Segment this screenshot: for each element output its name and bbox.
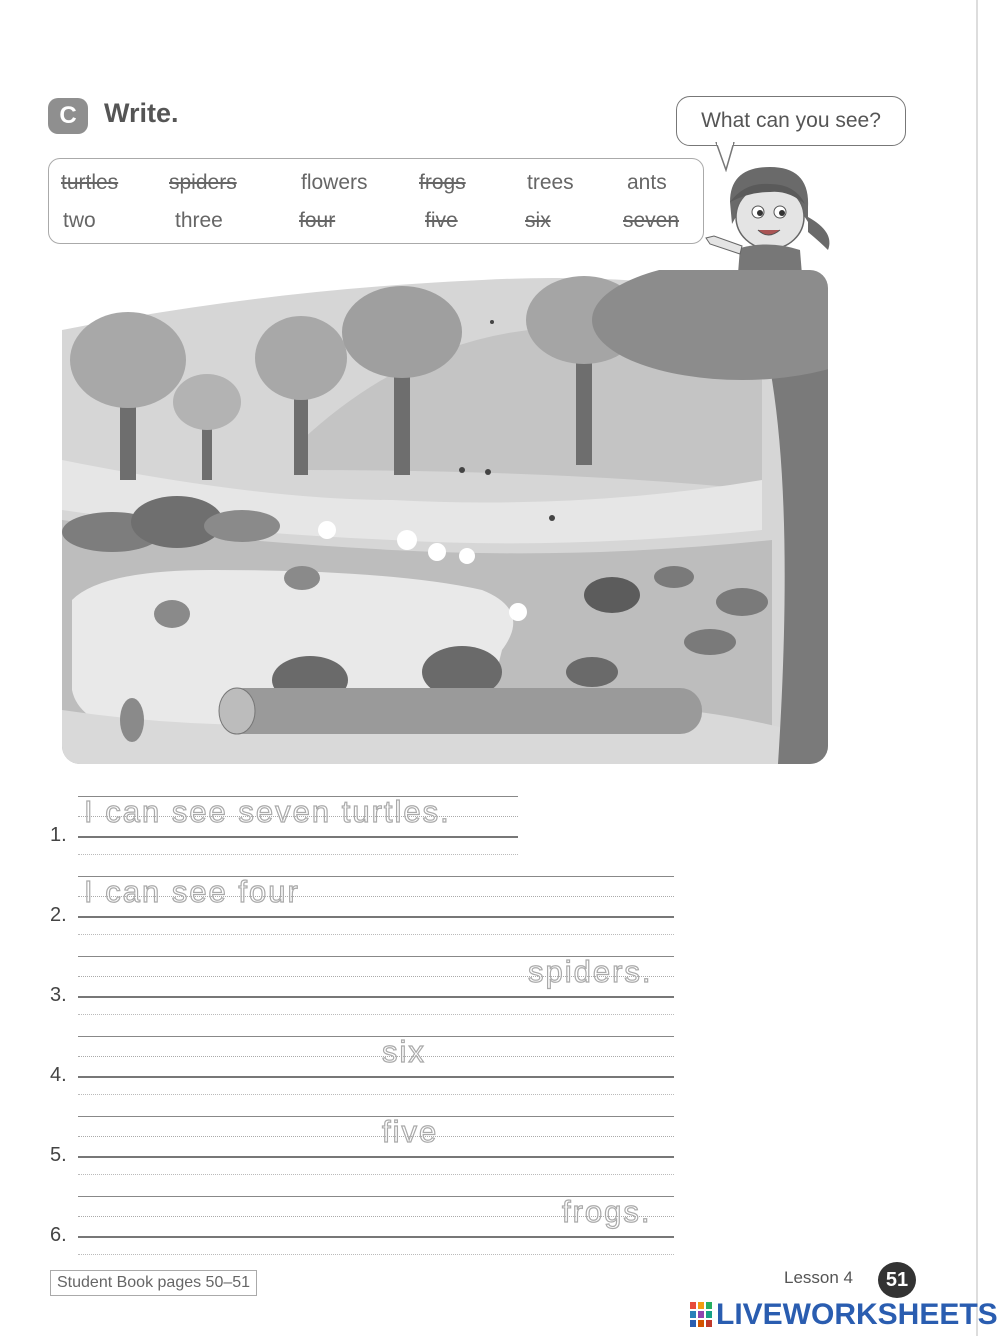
writing-line-1[interactable] <box>50 796 518 866</box>
word-bank-item: trees <box>527 171 574 194</box>
word-bank-item: ants <box>627 171 667 194</box>
exercise-title: Write. <box>104 98 179 128</box>
liveworksheets-logo[interactable] <box>690 1298 998 1332</box>
word-bank-item: seven <box>623 209 680 232</box>
trace-text: five <box>382 1114 439 1149</box>
liveworksheets-grid-icon <box>690 1302 712 1328</box>
writing-line-4[interactable] <box>50 1036 674 1106</box>
word-bank-item: turtles <box>61 171 119 194</box>
page-number-badge: 51 <box>878 1262 916 1298</box>
word-bank-item: flowers <box>301 171 368 194</box>
word-bank-item: three <box>175 209 223 232</box>
exercise-number: 6. <box>50 1224 67 1246</box>
exercise-number: 3. <box>50 984 67 1006</box>
exercise-number: 5. <box>50 1144 67 1166</box>
speech-bubble <box>676 96 906 146</box>
word-bank-item: five <box>425 209 458 232</box>
student-book-reference: Student Book pages 50–51 <box>50 1270 257 1296</box>
exercise-number: 1. <box>50 824 67 846</box>
section-badge: C <box>48 98 88 134</box>
speech-bubble-text: What can you see? <box>701 109 881 132</box>
word-bank-item: two <box>63 209 96 232</box>
writing-line-2[interactable] <box>50 876 674 946</box>
trace-text: six <box>382 1034 426 1069</box>
exercise-number: 4. <box>50 1064 67 1086</box>
writing-line-5[interactable] <box>50 1116 674 1186</box>
word-bank-item: spiders <box>169 171 237 194</box>
trace-text: I can see seven turtles. <box>84 794 451 829</box>
writing-line-3[interactable] <box>50 956 674 1026</box>
word-bank <box>48 158 704 244</box>
trace-text: spiders. <box>528 954 653 989</box>
lesson-label: Lesson 4 <box>784 1268 853 1287</box>
page-edge-shadow <box>976 0 978 1336</box>
trace-text: I can see four <box>84 874 300 909</box>
liveworksheets-brand-text: LIVEWORKSHEETS <box>716 1298 998 1331</box>
pond-scene-illustration <box>62 270 828 764</box>
writing-line-6[interactable] <box>50 1196 674 1266</box>
word-bank-item: four <box>299 209 336 232</box>
trace-text: frogs. <box>562 1194 652 1229</box>
word-bank-item: frogs <box>419 171 466 194</box>
exercise-number: 2. <box>50 904 67 926</box>
word-bank-item: six <box>525 209 551 232</box>
